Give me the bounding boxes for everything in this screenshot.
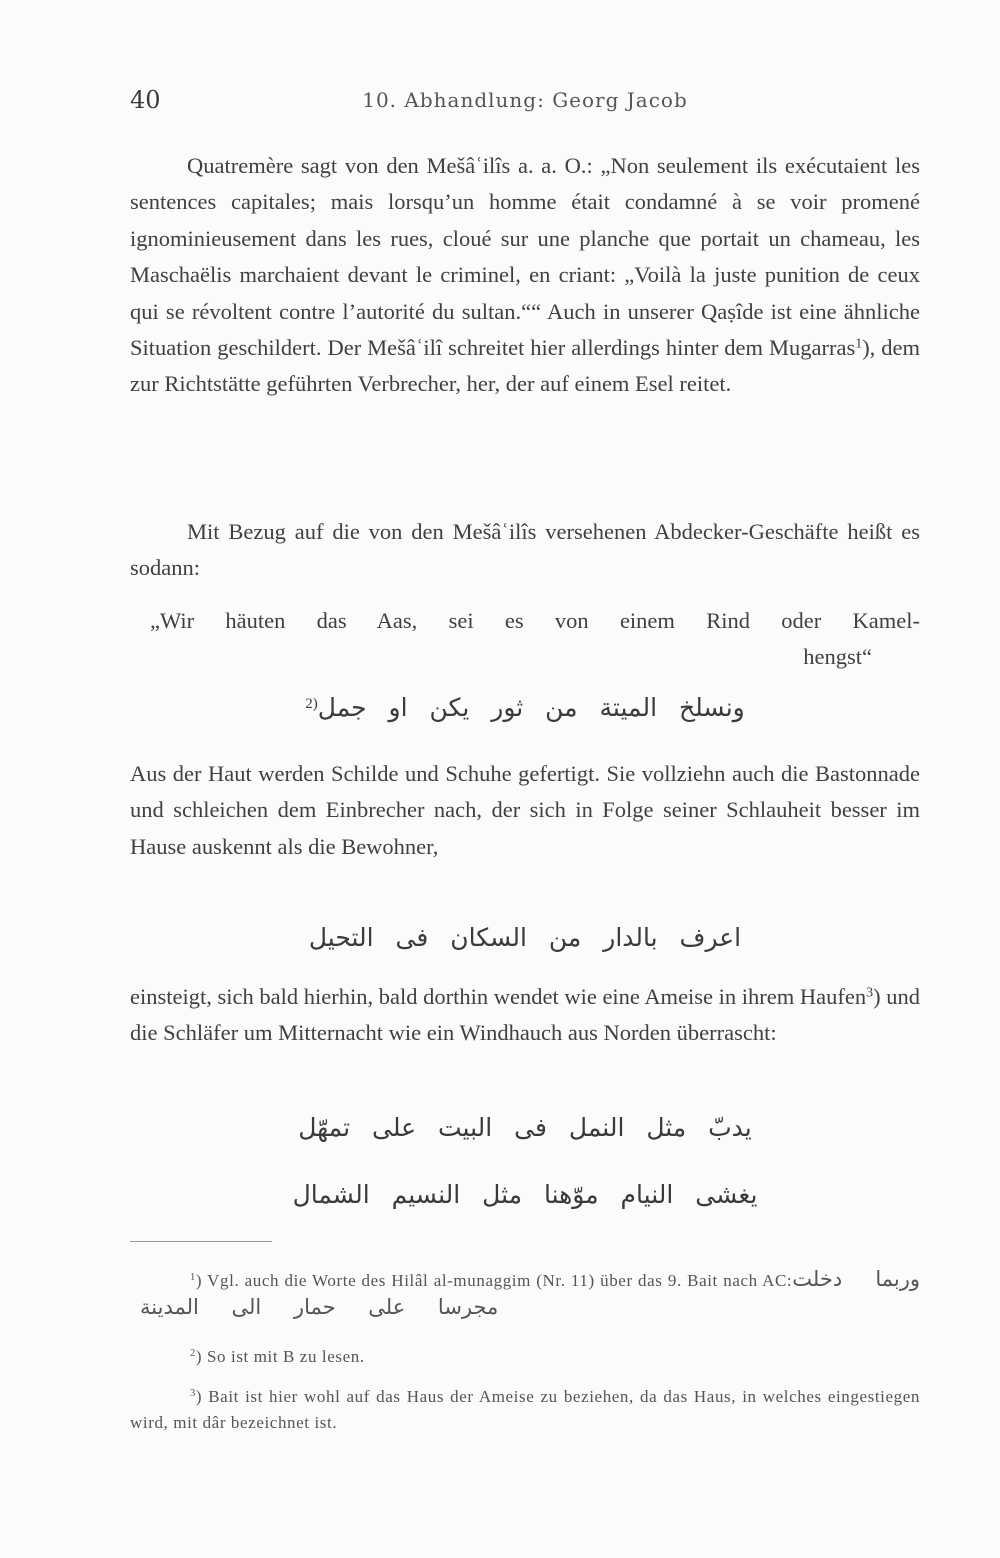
footnote-3-mark: 3 bbox=[190, 1388, 196, 1400]
footnote-1 bbox=[130, 1266, 920, 1322]
paragraph-text: einsteigt, sich bald hierhin, bald dorthin wendet wie eine Ameise in ihrem Haufen bbox=[130, 984, 867, 1009]
paragraph-text: Quatremère sagt von den Mešâʿilîs a. a. O.: „Non seulement ils exécutaient les sentences capitales; mais lorsqu’un homme était condamné à se voir promené ignominieusement dans les rues, cloué sur une planche que portait un chameau, les Maschaëlis marchaient devant le criminel, en criant: „Voilà la juste punition de ceux qui se révoltent contre l’autorité du sultan.““ Auch in unserer Qaṣîde ist eine ähnliche Situation geschildert. Der Mešâʿilî schreitet hier allerdings hinter dem Mugarras bbox=[130, 153, 920, 361]
footnote-3-text: ) Bait ist hier wohl auf das Haus der Ameise zu beziehen, da das Haus, in welches eingestiegen wird, mit dâr bezeichnet ist. bbox=[130, 1387, 920, 1432]
quote-translation bbox=[130, 603, 920, 676]
running-head: 10. Abhandlung: Georg Jacob bbox=[362, 88, 688, 112]
arabic-verse-2: اعرف بالدار من السكان فى التحيل bbox=[308, 923, 742, 952]
footnote-separator bbox=[130, 1241, 272, 1242]
footnote-1-arabic: وربما دخلت مجرسا على حمار الى المدينة bbox=[140, 1267, 921, 1319]
footnote-1-mark: 1 bbox=[190, 1272, 196, 1284]
footnote-2-text: ) So ist mit B zu lesen. bbox=[195, 1347, 365, 1366]
page-number: 40 bbox=[130, 86, 161, 114]
footnote-3 bbox=[130, 1384, 920, 1436]
footnote-ref-1: 1 bbox=[855, 336, 863, 352]
footnote-ref-2: (2 bbox=[305, 695, 318, 712]
arabic-verse-4: يغشى النيام موّهنا مثل النسيم الشمال bbox=[292, 1180, 758, 1209]
quote-line-2: hengst“ bbox=[803, 644, 872, 670]
page-header bbox=[130, 86, 920, 120]
paragraph-haut: Aus der Haut werden Schilde und Schuhe gefertigt. Sie vollziehn auch die Bastonnade und schleichen dem Einbrecher nach, der sich in Folge seiner Schlauheit besser im Hause auskennt als die Bewohner, bbox=[130, 761, 920, 859]
arabic-verse-3: يدبّ مثل النمل فى البيت على تمهّل bbox=[298, 1113, 752, 1142]
paragraph-text-tail: ), dem zur Richtstätte geführten Verbrecher, her, der auf einem Esel reitet. bbox=[130, 335, 920, 397]
paragraph-einsteigt bbox=[130, 979, 920, 1052]
footnote-ref-3: 3 bbox=[866, 985, 874, 1001]
footnote-2-mark: 2 bbox=[190, 1348, 196, 1360]
footnote-2 bbox=[130, 1344, 920, 1370]
arabic-verse-1-text: ونسلخ الميتة من ثور يكن او جمل bbox=[317, 693, 745, 722]
paragraph-text-tail: ) und die Schläfer um Mitternacht wie ein Windhauch aus Norden überrascht: bbox=[130, 984, 920, 1046]
quote-line-1: „Wir häuten das Aas, sei es von einem Rind oder Kamel- bbox=[150, 608, 920, 633]
paragraph-abdecker: Mit Bezug auf die von den Mešâʿilîs versehenen Abdecker-Geschäfte heißt es sodann: bbox=[130, 519, 920, 581]
paragraph-quatremere bbox=[130, 148, 920, 403]
footnote-1-text: ) Vgl. auch die Worte des Hilâl al-munaggim (Nr. 11) über das 9. Bait nach AC: bbox=[195, 1271, 793, 1290]
arabic-verse-1 bbox=[130, 693, 920, 722]
